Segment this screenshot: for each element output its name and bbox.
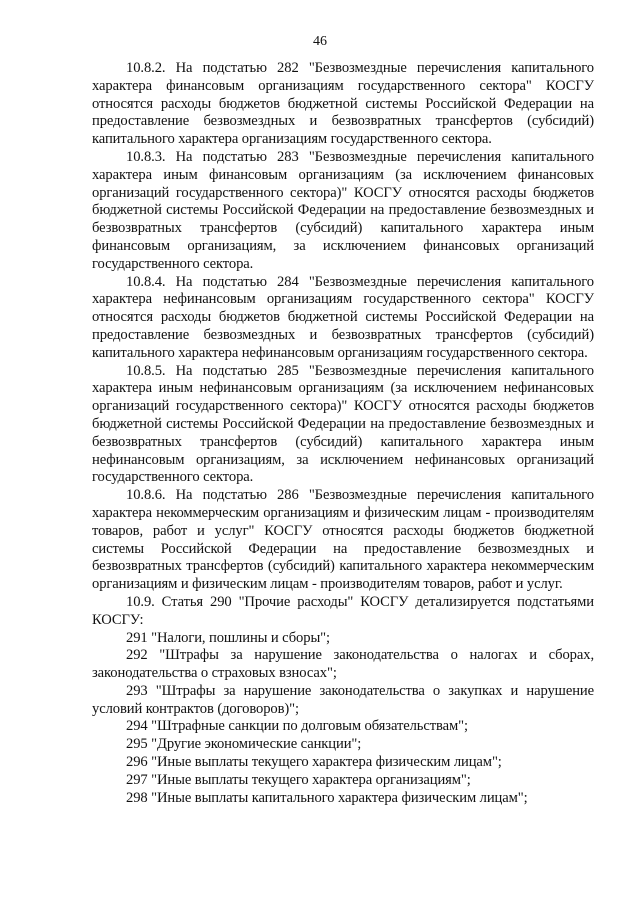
list-item-296: 296 "Иные выплаты текущего характера физическим лицам"; xyxy=(126,754,502,771)
list-item-292: 292 "Штрафы за нарушение законодательства о налогах и сборах, законодательства о страховых взносах"; xyxy=(92,647,594,682)
paragraph-10-9: 10.9. Статья 290 "Прочие расходы" КОСГУ детализируется подстатьями КОСГУ: xyxy=(92,593,594,628)
list-item-293: 293 "Штрафы за нарушение законодательства о закупках и нарушение условий контрактов (договоров)"; xyxy=(92,682,594,717)
paragraph-10-8-4: 10.8.4. На подстатью 284 "Безвозмездные перечисления капитального характера нефинансовым организациям государственного сектора" КОСГУ относятся расходы бюджетов бюджетной системы Российской Федерации на предоставление безвозмездных и безвозвратных трансфертов (субсидий) капитального характера нефинансовым организациям государственного сектора. xyxy=(92,273,594,361)
page-number: 46 xyxy=(313,34,327,49)
paragraph-10-8-5: 10.8.5. На подстатью 285 "Безвозмездные перечисления капитального характера иным нефинансовым организациям (за исключением нефинансовых организаций государственного сектора)" КОСГУ относятся расходы бюджетов бюджетной системы Российской Федерации на предоставление безвозмездных и безвозвратных трансфертов (субсидий) капитального характера иным нефинансовым организациям, за исключением нефинансовых организаций государственного сектора. xyxy=(92,362,594,486)
paragraph-10-8-6: 10.8.6. На подстатью 286 "Безвозмездные перечисления капитального характера некоммерческим организациям и физическим лицам - производителям товаров, работ и услуг" КОСГУ относятся расходы бюджетов бюджетной системы Российской Федерации на предоставление безвозмездных и безвозвратных трансфертов (субсидий) капитального характера некоммерческим организациям и физическим лицам - производителям товаров, работ и услуг. xyxy=(92,487,594,593)
list-item-294: 294 "Штрафные санкции по долговым обязательствам"; xyxy=(126,718,468,735)
document-body xyxy=(92,60,594,807)
list-item-291: 291 "Налоги, пошлины и сборы"; xyxy=(126,629,330,646)
list-item-298: 298 "Иные выплаты капитального характера физическим лицам"; xyxy=(126,789,528,806)
list-item-295: 295 "Другие экономические санкции"; xyxy=(126,736,362,753)
paragraph-10-8-3: 10.8.3. На подстатью 283 "Безвозмездные перечисления капитального характера иным финансовым организациям (за исключением финансовых организаций государственного сектора)" КОСГУ относятся расходы бюджетов бюджетной системы Российской Федерации на предоставление безвозмездных и безвозвратных трансфертов (субсидий) капитального характера иным финансовым организациям, за исключением финансовых организаций государственного сектора. xyxy=(92,148,594,272)
list-item-297: 297 "Иные выплаты текущего характера организациям"; xyxy=(126,771,471,788)
paragraph-10-8-2: 10.8.2. На подстатью 282 "Безвозмездные перечисления капитального характера финансовым организациям государственного сектора" КОСГУ относятся расходы бюджетов бюджетной системы Российской Федерации на предоставление безвозмездных и безвозвратных трансфертов (субсидий) капитального характера организациям государственного сектора. xyxy=(92,60,594,148)
